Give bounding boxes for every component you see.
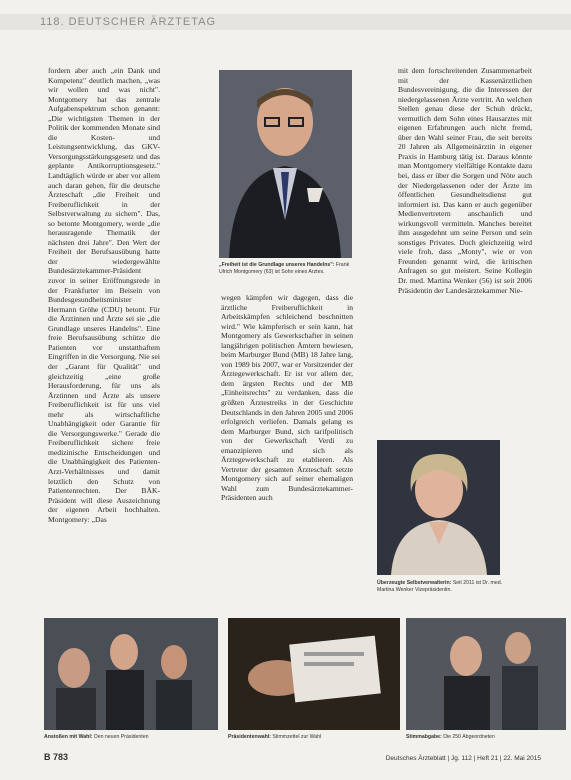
portrait-illustration-2 — [377, 440, 500, 575]
bottom-caption-3 — [406, 734, 571, 741]
portrait-photo-montgomery — [219, 70, 352, 258]
portrait-caption-text: Frank Ulrich Montgomery (63) ist Sohn eines Arztes. — [219, 262, 350, 275]
portrait-caption-bold: „Freiheit ist die Grundlage unseres Handelns": — [219, 262, 335, 268]
bottom-caption-2-bold: Präsidentenwahl: — [228, 734, 271, 740]
ballot-scene — [228, 618, 400, 730]
bottom-caption-2 — [228, 734, 398, 741]
page-number: B 783 — [44, 752, 69, 762]
wenker-caption-text: Seit 2011 ist Dr. med. Martina Wenker Vizepräsidentin. — [377, 580, 503, 593]
bottom-caption-1-text: Den neuen Präsidenten — [92, 734, 149, 740]
bottom-caption-2-text: Stimmzettel zur Wahl — [270, 734, 322, 740]
vote-scene — [406, 618, 566, 730]
bottom-caption-3-bold: Stimmabgabe: — [406, 734, 442, 740]
bottom-photo-ballot — [228, 618, 400, 730]
portrait-photo-wenker — [377, 440, 500, 575]
bottom-photo-toast — [44, 618, 218, 730]
journal-info: Deutsches Ärzteblatt | Jg. 112 | Heft 21 | 22. Mai 2015 — [385, 755, 541, 762]
bottom-caption-1-bold: Anstoßen mit Wahl: — [44, 734, 93, 740]
portrait-caption — [219, 262, 359, 276]
article-column-2: wegen kämpfen wir dagegen, dass die ärztliche Freiberuflichkeit in Arbeitskämpfen schleichend beschnitten wird." Wie kämpferisch er sein kann, hat Montgomery als Gewerkschafter in seinen langjährigen politischen Ämtern bewiesen, beim Marburger Bund (MB) 18 Jahre lang, von 1989 bis 2007, war er Vorsitzender der Ärztegewerkschaft. Er ist vor allem der, dem ärgsten Rechts und der MB „Einheitsrechts" zu verdanken, dass die größten Ärztestreiks in der Geschichte Deutschlands in den Jahren 2005 und 2006 erfolgreich verliefen. Damals gelang es dem Marburger Bund, sich tarifpolitisch von der Gewerkschaft Verdi zu emanzipieren und sich als Ärztegewerkschaft zu etablieren. Als Vertreter der gesamten Ärzteschaft setzte Montgomery sich auf seiner ehemaligen Wahl zum Bundesärztekammer-Präsidenten auch — [221, 293, 353, 503]
wenker-caption-bold: Überzeugte Selbstverwalterin: — [377, 580, 452, 586]
wenker-caption — [377, 580, 503, 594]
toast-scene — [44, 618, 218, 730]
bottom-caption-3-text: Die 250 Abgeordneten — [441, 734, 495, 740]
bottom-photo-vote — [406, 618, 566, 730]
section-header-title: 118. DEUTSCHER ÄRZTETAG — [40, 16, 217, 28]
portrait-illustration — [219, 70, 352, 258]
bottom-caption-1 — [44, 734, 214, 741]
article-column-3: mit dem fortschreitenden Zusammenarbeit mit der Kassenärztlichen Bundesvereinigung, die die Interessen der niedergelassenen Ärzte vertritt. An welchen Stellen genau diese der Schuh drückt, vermutlich dem Sohn eines Hausarztes mit eigenen Erfahrungen auch nicht fremd, über den Wahl seiner Frau, die seit bereits 20 Jahren als Allgemeinärztin in eigener Praxis in Hamburg tätig ist. Daraus könnte man Montgomery vielfältige Kontakte dazu bei, dass er über die Sorgen und Nöte auch der Niedergelassenen oder der Ärzte im öffentlichen Gesundheitsdienst gut informiert ist. Das kann er auch gegenüber Medienvertretern anschaulich und wirkungsvoll vermitteln. Manches bereitet ihm ausgedehnt um seine Person und sein sonstiges Privates. Doch gleichzeitig wird viele froh, dass „Monty", wie er von Freunden genannt wird, die kritischen Anfragen so gut meistert. Seine Kollegin Dr. med. Martina Wenker (56) ist seit 2006 Präsidentin der Landesärztekammer Nie- — [398, 66, 532, 295]
article-column-1: fordern aber auch „ein Dank und Kompetenz" deutlich machen, „was wir wollen und was nicht". Montgomery hat das zentrale Aufgabenspektrum schon genannt: „Die wichtigsten Themen in der Politik der kommenden Monate sind die Kosten- und Leistungsentwicklung, das GKV-Versorgungsstärkungsgesetz und das geplante Antikorruptionsgesetz." Landtäglich würde er aber vor allem auch daran gehen, für die deutsche Ärzteschaft „die Freiheit und Freiberuflichkeit in der Selbstverwaltung zu sichern". Das, so betonte Montgomery, werde „die herausragende Thematik der nächsten drei Jahre". Den Wert der Freiheit der Berufsausübung hatte der wiedergewählte Bundesärztekammer-Präsident zuvor in seiner Eröffnungsrede in der Frankfurter im Beisein von Bundesgesundheitsminister Hermann Gröhe (CDU) betont. Für die Ärztinnen und Ärzte sei sie „die Grundlage unseres Handelns". Eine freie Berufsausübung schütze die Patienten vor unstatthaftem Eingriffen in die Versorgung. Nie sei der „Garant für Qualität" und gleichzeitig „eine große Herausforderung, für uns als Ärztinnen und Ärzte als unsere Freiberuflichkeit ist für uns viel mehr als wirtschaftliche Unabhängigkeit oder Garantie für die Versorgungswerke." Gerade die Freiberuflichkeit sichere freie medizinische Entscheidungen und die Unabhängigkeit des Patienten-Arzt-Verhältnisses und damit letztlich den Schutz von Patientenrechten. Der BÄK-Präsident will diese Auszeichnung der eigenen Arbeit hochhalten. Montgomery: „Das — [48, 66, 160, 524]
section-header-bar — [0, 14, 571, 30]
